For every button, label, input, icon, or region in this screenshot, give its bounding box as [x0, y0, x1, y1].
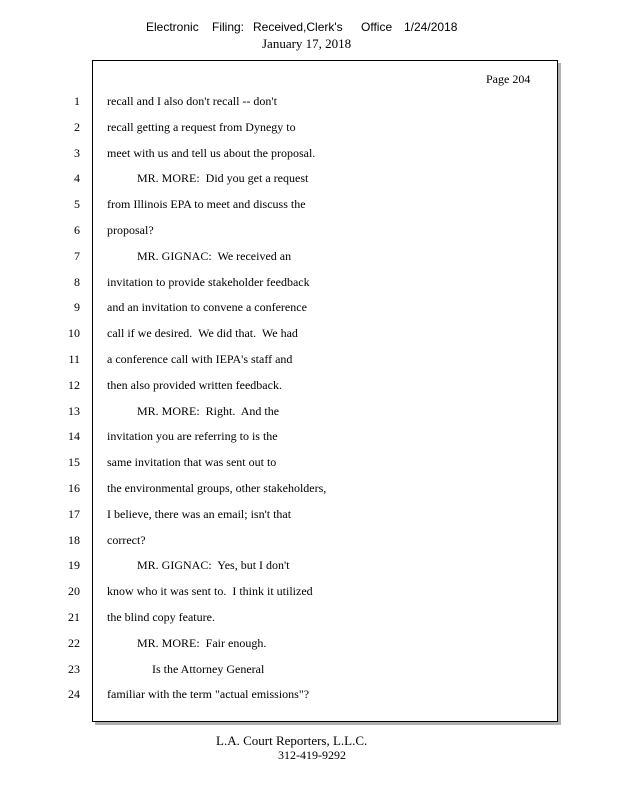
line-number: 24: [68, 687, 80, 701]
hearing-date: January 17, 2018: [262, 36, 352, 51]
line-number: 8: [74, 275, 80, 289]
line-number: 20: [68, 584, 80, 598]
transcript-line-text: proposal?: [107, 223, 154, 237]
transcript-line-text: MR. GIGNAC: We received an: [107, 249, 292, 263]
filing-stamp-word-filing: Filing:: [212, 20, 245, 34]
line-number: 3: [74, 146, 80, 160]
line-number: 17: [68, 507, 80, 521]
line-number: 12: [68, 378, 80, 392]
transcript-line-text: from Illinois EPA to meet and discuss the: [107, 197, 306, 211]
line-number: 13: [68, 404, 80, 418]
transcript-line-text: Is the Attorney General: [107, 662, 265, 676]
line-number: 4: [74, 171, 80, 185]
line-number: 16: [68, 481, 80, 495]
line-number: 23: [68, 662, 80, 676]
line-number: 5: [74, 197, 80, 211]
line-number: 9: [74, 300, 80, 314]
transcript-line-text: a conference call with IEPA's staff and: [107, 352, 293, 366]
transcript-line-text: meet with us and tell us about the proposal.: [107, 146, 316, 160]
transcript-line-text: the blind copy feature.: [107, 610, 215, 624]
transcript-line-text: familiar with the term "actual emissions"?: [107, 687, 310, 701]
line-number: 18: [68, 533, 80, 547]
transcript-line-text: I believe, there was an email; isn't that: [107, 507, 292, 521]
transcript-line-text: invitation you are referring to is the: [107, 429, 278, 443]
transcript-line-text: the environmental groups, other stakeholders,: [107, 481, 327, 495]
transcript-line-text: MR. MORE: Right. And the: [107, 404, 280, 418]
page-number: Page 204: [486, 72, 531, 86]
court-reporter-name: L.A. Court Reporters, L.L.C.: [216, 733, 368, 748]
line-number: 6: [74, 223, 80, 237]
transcript-line-text: MR. GIGNAC: Yes, but I don't: [107, 558, 290, 572]
line-number: 2: [74, 120, 80, 134]
line-number: 14: [68, 429, 80, 443]
filing-stamp-word-electronic: Electronic: [146, 20, 199, 34]
line-number: 21: [68, 610, 80, 624]
transcript-line-text: recall and I also don't recall -- don't: [107, 94, 277, 108]
filing-stamp-word-received: Received,Clerk's: [253, 20, 343, 34]
transcript-line-text: know who it was sent to. I think it utilized: [107, 584, 313, 598]
line-number: 7: [74, 249, 80, 263]
transcript-line-text: MR. MORE: Fair enough.: [107, 636, 267, 650]
transcript-line-text: same invitation that was sent out to: [107, 455, 277, 469]
transcript-line-text: recall getting a request from Dynegy to: [107, 120, 296, 134]
transcript-line-text: correct?: [107, 533, 146, 547]
line-number: 11: [68, 352, 80, 366]
transcript-line-text: then also provided written feedback.: [107, 378, 282, 392]
line-number: 1: [74, 94, 80, 108]
court-reporter-phone: 312-419-9292: [278, 748, 346, 762]
line-number: 22: [68, 636, 80, 650]
line-number: 10: [68, 326, 80, 340]
transcript-line-text: and an invitation to convene a conference: [107, 300, 307, 314]
line-number: 15: [68, 455, 80, 469]
transcript-line-text: invitation to provide stakeholder feedback: [107, 275, 310, 289]
line-number: 19: [68, 558, 80, 572]
transcript-line-text: MR. MORE: Did you get a request: [107, 171, 309, 185]
filing-stamp-date: 1/24/2018: [404, 20, 458, 34]
transcript-line-text: call if we desired. We did that. We had: [107, 326, 298, 340]
filing-stamp-word-office: Office: [361, 20, 393, 34]
